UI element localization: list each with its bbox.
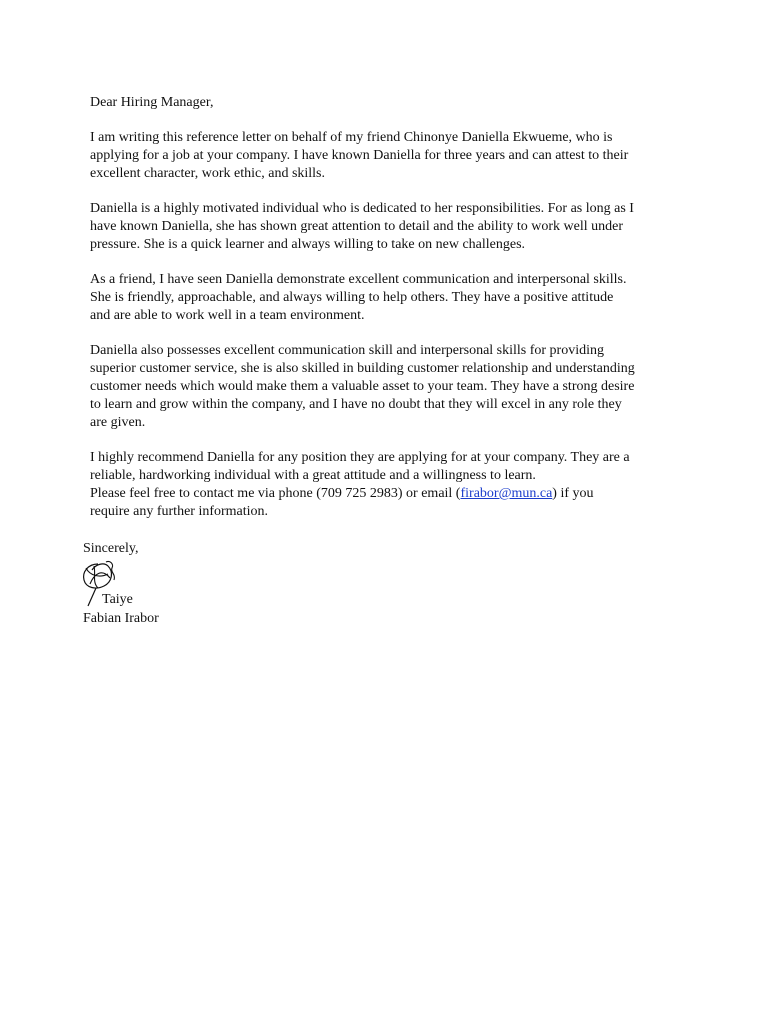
text-line: Daniella is a highly motivated individual who is dedicated to her responsibilities. For as long as I (90, 201, 634, 216)
text-line: pressure. She is a quick learner and always willing to take on new challenges. (90, 237, 526, 252)
text-line: reliable, hardworking individual with a great attitude and a willingness to learn. (90, 468, 536, 483)
paragraph-customer-service (90, 342, 690, 432)
letter-body (90, 94, 690, 538)
paragraph-friendship (90, 271, 690, 325)
contact-line (90, 485, 690, 503)
text-line: customer needs which would make them a valuable asset to your team. They have a strong desire (90, 379, 635, 394)
paragraph-recommendation (90, 449, 690, 521)
closing: Sincerely, (83, 541, 139, 556)
signer-full-name: Fabian Irabor (83, 611, 159, 626)
text-line: to learn and grow within the company, and I have no doubt that they will excel in any role they (90, 397, 622, 412)
text-line: excellent character, work ethic, and skills. (90, 166, 326, 181)
text-line: are given. (90, 415, 146, 430)
text-line: I am writing this reference letter on behalf of my friend Chinonye Daniella Ekwueme, who is (90, 130, 613, 145)
text-line: have known Daniella, she has shown great attention to detail and the ability to work well under (90, 219, 624, 234)
greeting: Dear Hiring Manager, (90, 95, 214, 110)
contact-text-after: ) if you (552, 486, 594, 501)
signature-name: Taiye (102, 592, 133, 607)
text-line: superior customer service, she is also skilled in building customer relationship and understanding (90, 361, 635, 376)
text-line: and are able to work well in a team environment. (90, 308, 365, 323)
text-line: She is friendly, approachable, and always willing to help others. They have a positive attitude (90, 290, 614, 305)
text-line: require any further information. (90, 504, 269, 519)
text-line: Daniella also possesses excellent communication skill and interpersonal skills for providing (90, 343, 605, 358)
text-line: I highly recommend Daniella for any position they are applying for at your company. They are a (90, 450, 630, 465)
text-line: As a friend, I have seen Daniella demonstrate excellent communication and interpersonal skills. (90, 272, 627, 287)
paragraph-introduction (90, 129, 690, 183)
text-line: applying for a job at your company. I have known Daniella for three years and can attest to their (90, 148, 629, 163)
paragraph-motivation (90, 200, 690, 254)
email-link[interactable]: firabor@mun.ca (460, 486, 553, 501)
contact-text-before: Please feel free to contact me via phone (709 725 2983) or email ( (90, 486, 461, 501)
